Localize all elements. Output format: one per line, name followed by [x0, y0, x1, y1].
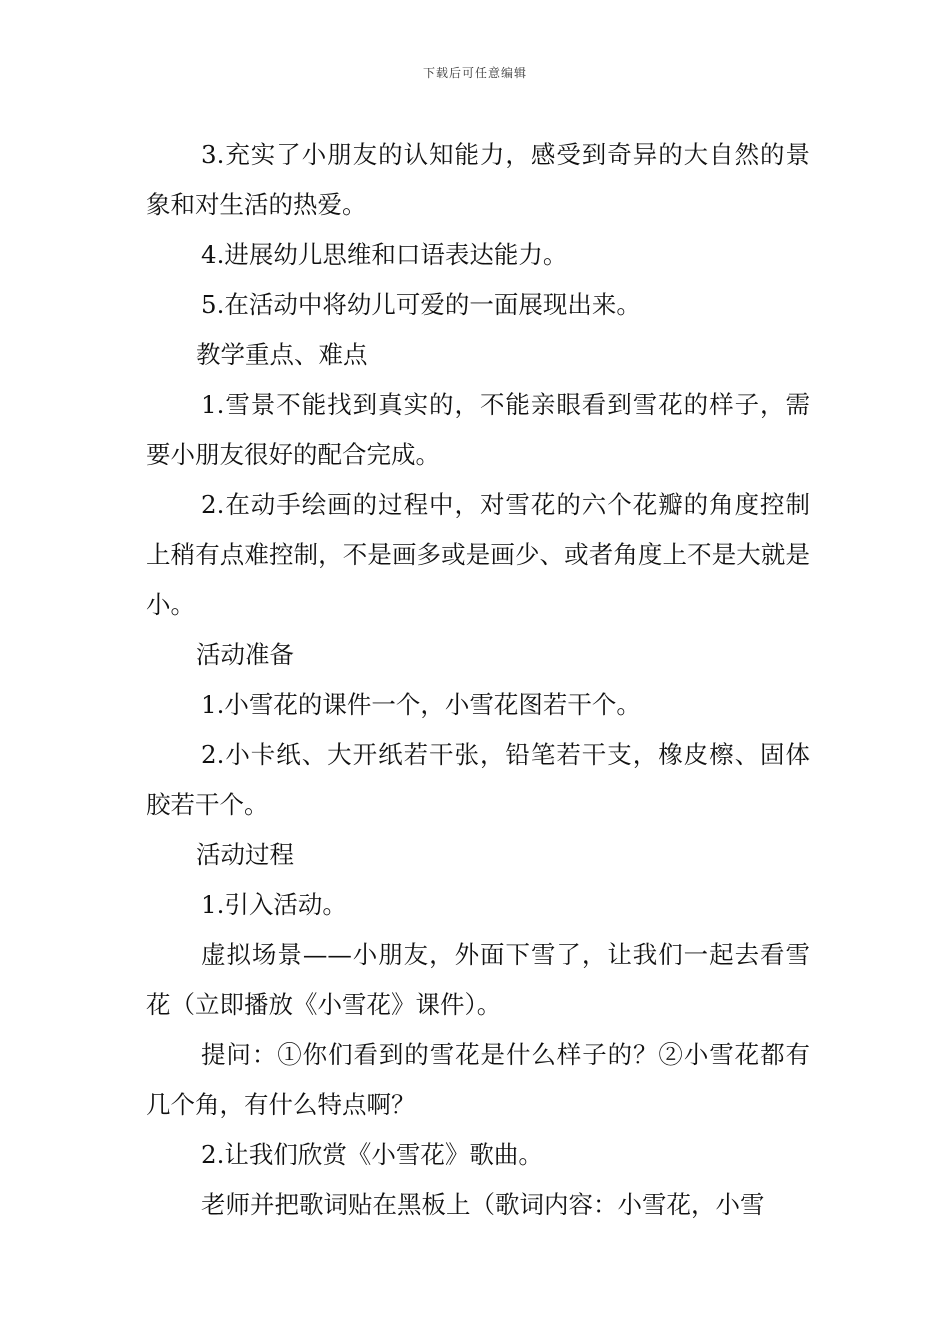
paragraph-goal-5: 5.在活动中将幼儿可爱的一面展现出来。 [201, 290, 641, 319]
paragraph-questions: 提问：①你们看到的雪花是什么样子的？②小雪花都有几个角，有什么特点啊？ [146, 1040, 810, 1119]
paragraph-virtual-scene: 虚拟场景——小朋友，外面下雪了，让我们一起去看雪花（立即播放《小雪花》课件）。 [146, 940, 810, 1019]
paragraph-preparation-1: 1.小雪花的课件一个，小雪花图若干个。 [201, 690, 641, 719]
section-heading-key-points: 教学重点、难点 [196, 340, 368, 369]
paragraph-process-2: 2.让我们欣赏《小雪花》歌曲。 [201, 1140, 543, 1169]
paragraph-key-point-1: 1.雪景不能找到真实的，不能亲眼看到雪花的样子，需要小朋友很好的配合完成。 [146, 390, 810, 469]
paragraph-process-1: 1.引入活动。 [201, 890, 347, 919]
page-header: 下载后可任意编辑 [422, 66, 527, 80]
paragraph-key-point-2: 2.在动手绘画的过程中，对雪花的六个花瓣的角度控制上稍有点难控制，不是画多或是画少、或者角度上不是大就是小。 [146, 490, 810, 619]
paragraph-preparation-2: 2.小卡纸、大开纸若干张，铅笔若干支，橡皮檫、固体胶若干个。 [146, 740, 810, 819]
paragraph-goal-4: 4.进展幼儿思维和口语表达能力。 [201, 240, 568, 269]
section-heading-preparation: 活动准备 [196, 640, 294, 669]
paragraph-goal-3: 3.充实了小朋友的认知能力，感受到奇异的大自然的景象和对生活的热爱。 [146, 140, 810, 219]
document-body [146, 130, 810, 1230]
paragraph-lyrics: 老师并把歌词贴在黑板上（歌词内容：小雪花，小雪 [201, 1190, 765, 1219]
section-heading-process: 活动过程 [196, 840, 294, 869]
